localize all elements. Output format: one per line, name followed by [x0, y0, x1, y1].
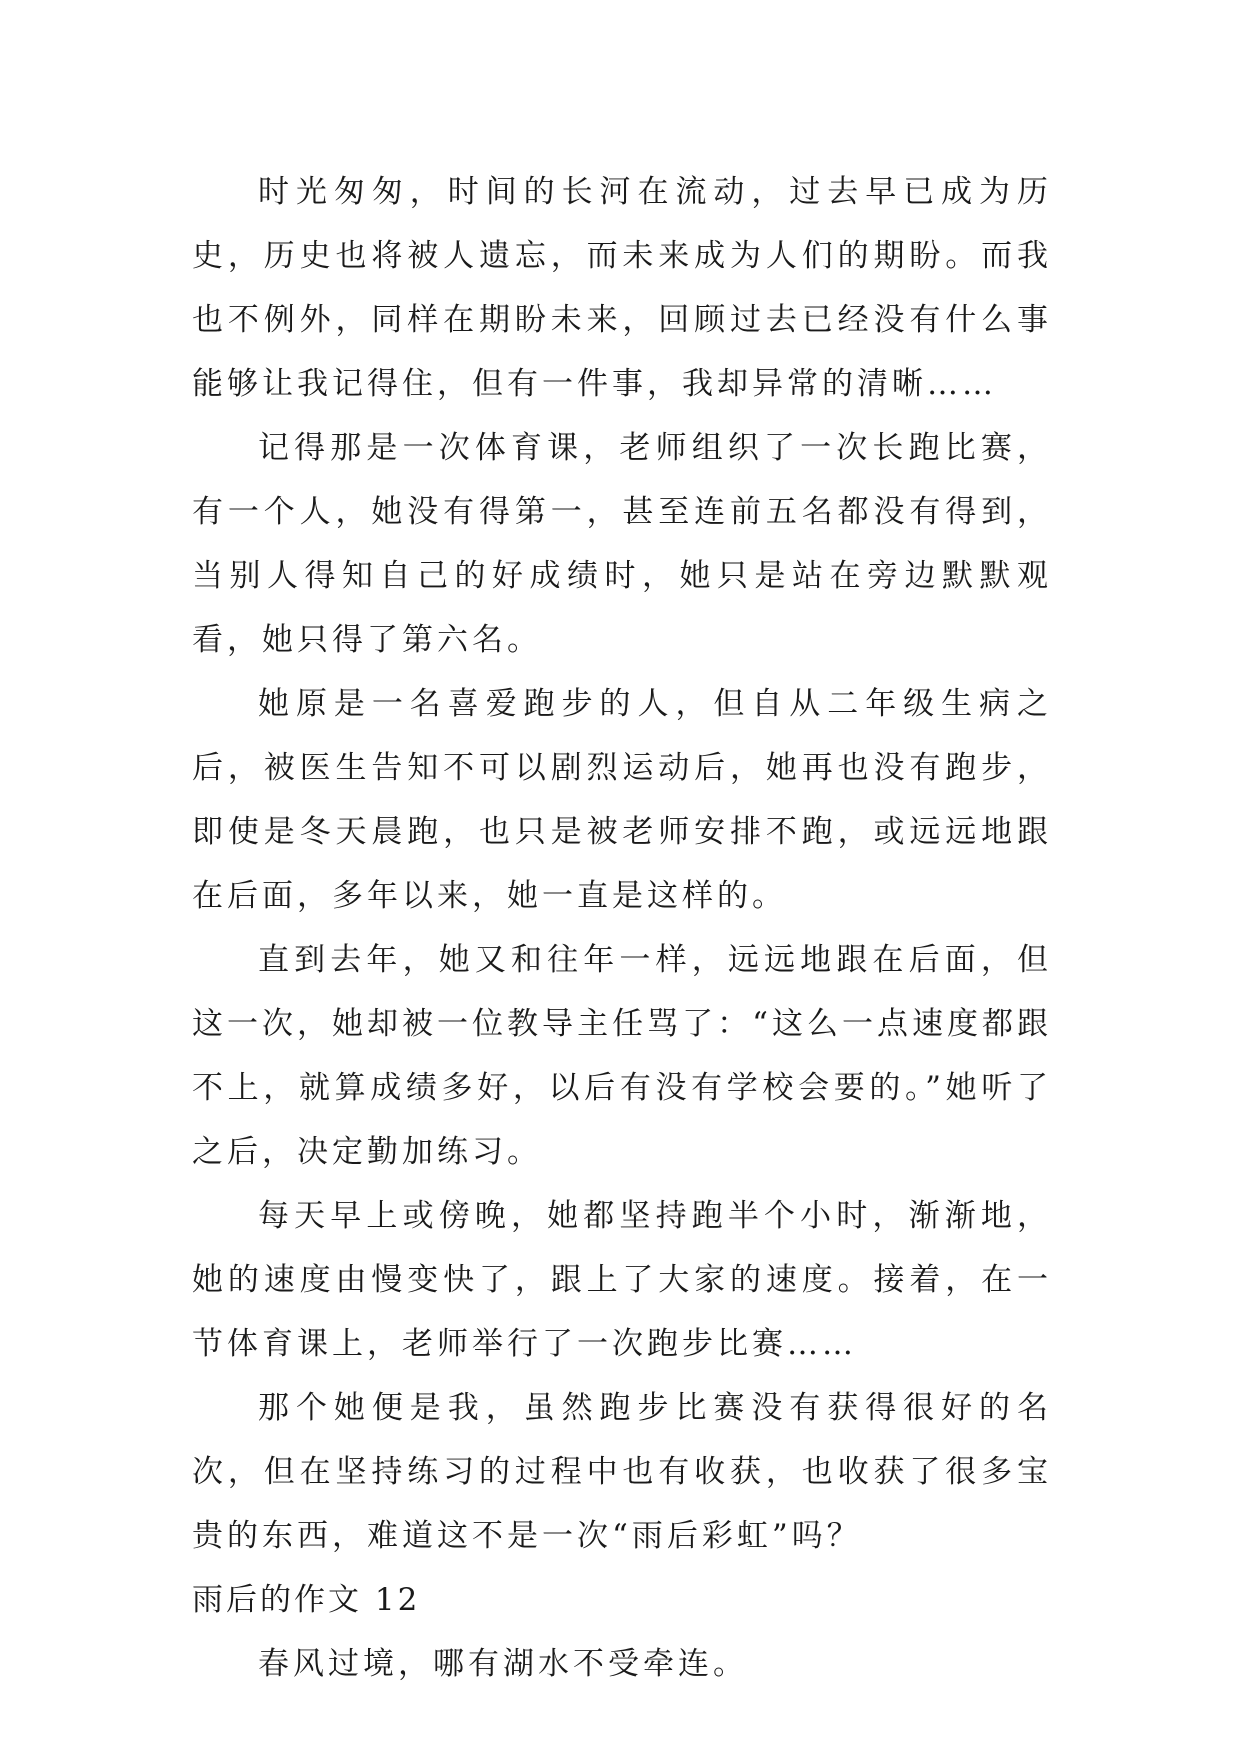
paragraph-5: 每天早上或傍晚，她都坚持跑半个小时，渐渐地，她的速度由慢变快了，跟上了大家的速度。接着，在一节体育课上，老师举行了一次跑步比赛……	[192, 1198, 1052, 1362]
section-heading: 雨后的作文 12	[192, 1582, 421, 1618]
document-body	[192, 160, 1052, 1696]
paragraph-2: 记得那是一次体育课，老师组织了一次长跑比赛，有一个人，她没有得第一，甚至连前五名都没有得到，当别人得知自己的好成绩时，她只是站在旁边默默观看，她只得了第六名。	[192, 430, 1052, 658]
paragraph-7: 春风过境，哪有湖水不受牵连。	[258, 1646, 748, 1682]
paragraph-4: 直到去年，她又和往年一样，远远地跟在后面，但这一次，她却被一位教导主任骂了：“这么一点速度都跟不上，就算成绩多好，以后有没有学校会要的。”她听了之后，决定勤加练习。	[192, 942, 1052, 1170]
paragraph-1: 时光匆匆，时间的长河在流动，过去早已成为历史，历史也将被人遗忘，而未来成为人们的期盼。而我也不例外，同样在期盼未来，回顾过去已经没有什么事能够让我记得住，但有一件事，我却异常的清晰……	[192, 174, 1052, 402]
paragraph-6: 那个她便是我，虽然跑步比赛没有获得很好的名次，但在坚持练习的过程中也有收获，也收获了很多宝贵的东西，难道这不是一次“雨后彩虹”吗？	[192, 1390, 1052, 1554]
paragraph-3: 她原是一名喜爱跑步的人，但自从二年级生病之后，被医生告知不可以剧烈运动后，她再也没有跑步，即使是冬天晨跑，也只是被老师安排不跑，或远远地跟在后面，多年以来，她一直是这样的。	[192, 686, 1052, 914]
